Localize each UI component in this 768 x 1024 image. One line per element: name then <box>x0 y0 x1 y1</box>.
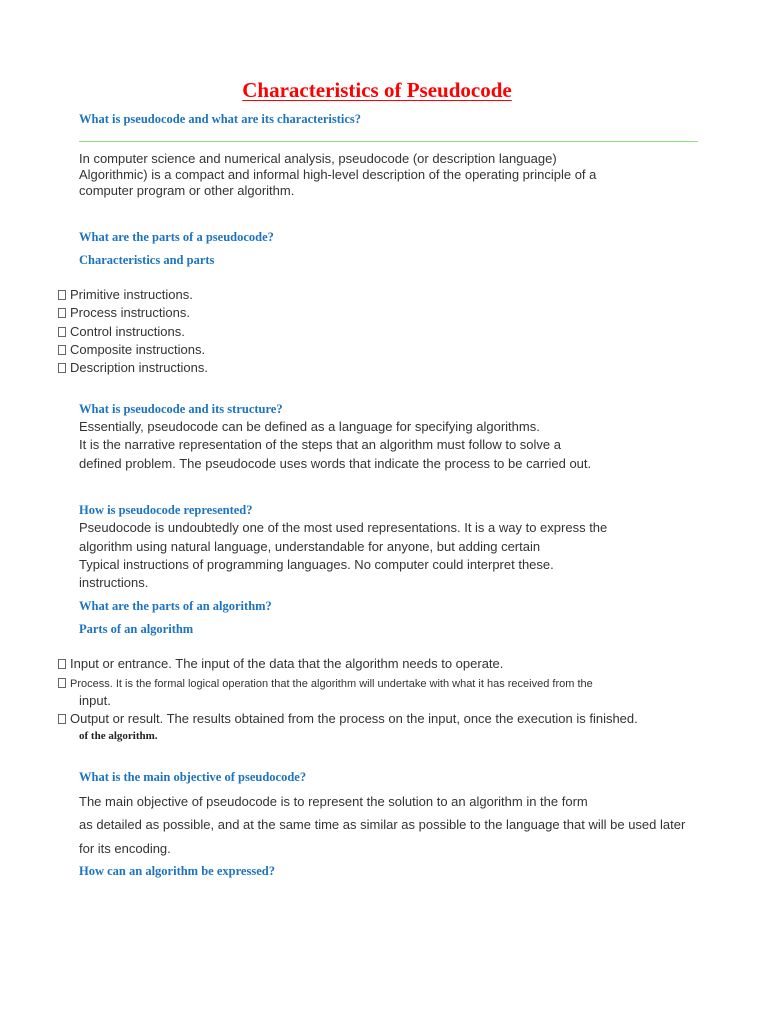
represented-line-3: Typical instructions of programming languages. No computer could interpret these. <box>79 557 554 572</box>
question-heading-objective: What is the main objective of pseudocode? <box>79 770 307 784</box>
list-item-label: Process instructions. <box>70 305 190 320</box>
list-item-label: Output or result. The results obtained from the process on the input, once the execution is finished. <box>70 711 638 726</box>
list-item <box>58 359 208 377</box>
structure-line-3: defined problem. The pseudocode uses words that indicate the process to be carried out. <box>79 456 592 471</box>
list-item-label: Control instructions. <box>70 324 185 339</box>
question-heading-characteristics: What is pseudocode and what are its characteristics? <box>79 112 362 126</box>
page-title: Characteristics of Pseudocode <box>242 78 512 102</box>
list-item <box>58 304 190 322</box>
list-item <box>58 655 503 673</box>
subheading-parts-of-algorithm: Parts of an algorithm <box>79 622 194 636</box>
question-heading-algorithm-parts: What are the parts of an algorithm? <box>79 599 272 613</box>
structure-line-1: Essentially, pseudocode can be defined as a language for specifying algorithms. <box>79 419 540 434</box>
bullet-box-icon <box>58 345 66 355</box>
list-item-label: Description instructions. <box>70 360 208 375</box>
list-item <box>58 286 193 304</box>
bullet-box-icon <box>58 678 66 688</box>
question-heading-structure: What is pseudocode and its structure? <box>79 402 283 416</box>
list-item <box>58 675 593 693</box>
bullet-box-icon <box>58 327 66 337</box>
intro-line-3: computer program or other algorithm. <box>79 183 295 198</box>
bullet-box-icon <box>58 659 66 669</box>
question-heading-parts: What are the parts of a pseudocode? <box>79 230 274 244</box>
list-item <box>58 323 185 341</box>
list-item <box>58 341 205 359</box>
question-heading-represented: How is pseudocode represented? <box>79 503 253 517</box>
list-item-label: Primitive instructions. <box>70 287 193 302</box>
objective-line-1: The main objective of pseudocode is to represent the solution to an algorithm in the form <box>79 794 588 809</box>
bullet-box-icon <box>58 290 66 300</box>
list-item-label: Process. It is the formal logical operation that the algorithm will undertake with what it has received from the <box>70 678 593 690</box>
intro-line-1: In computer science and numerical analysis, pseudocode (or description language) <box>79 151 557 166</box>
list-item-label: Input or entrance. The input of the data that the algorithm needs to operate. <box>70 656 504 671</box>
bullet-box-icon <box>58 363 66 373</box>
bullet-box-icon <box>58 714 66 724</box>
subheading-characteristics-and-parts: Characteristics and parts <box>79 253 215 267</box>
bullet-box-icon <box>58 308 66 318</box>
section-divider <box>79 141 698 142</box>
list-item <box>58 710 638 728</box>
objective-line-3: for its encoding. <box>79 841 171 856</box>
list-item-continuation: of the algorithm. <box>79 730 158 742</box>
represented-line-1: Pseudocode is undoubtedly one of the most used representations. It is a way to express the <box>79 520 608 535</box>
objective-line-2: as detailed as possible, and at the same time as similar as possible to the language that will be used later <box>79 817 686 832</box>
list-item-label: Composite instructions. <box>70 342 206 357</box>
represented-line-2: algorithm using natural language, understandable for anyone, but adding certain <box>79 539 541 554</box>
represented-line-4: instructions. <box>79 575 149 590</box>
question-heading-expressed: How can an algorithm be expressed? <box>79 864 275 878</box>
intro-line-2: Algorithmic) is a compact and informal high-level description of the operating principle of a <box>79 167 597 182</box>
list-item-continuation: input. <box>79 693 111 708</box>
structure-line-2: It is the narrative representation of the steps that an algorithm must follow to solve a <box>79 437 561 452</box>
